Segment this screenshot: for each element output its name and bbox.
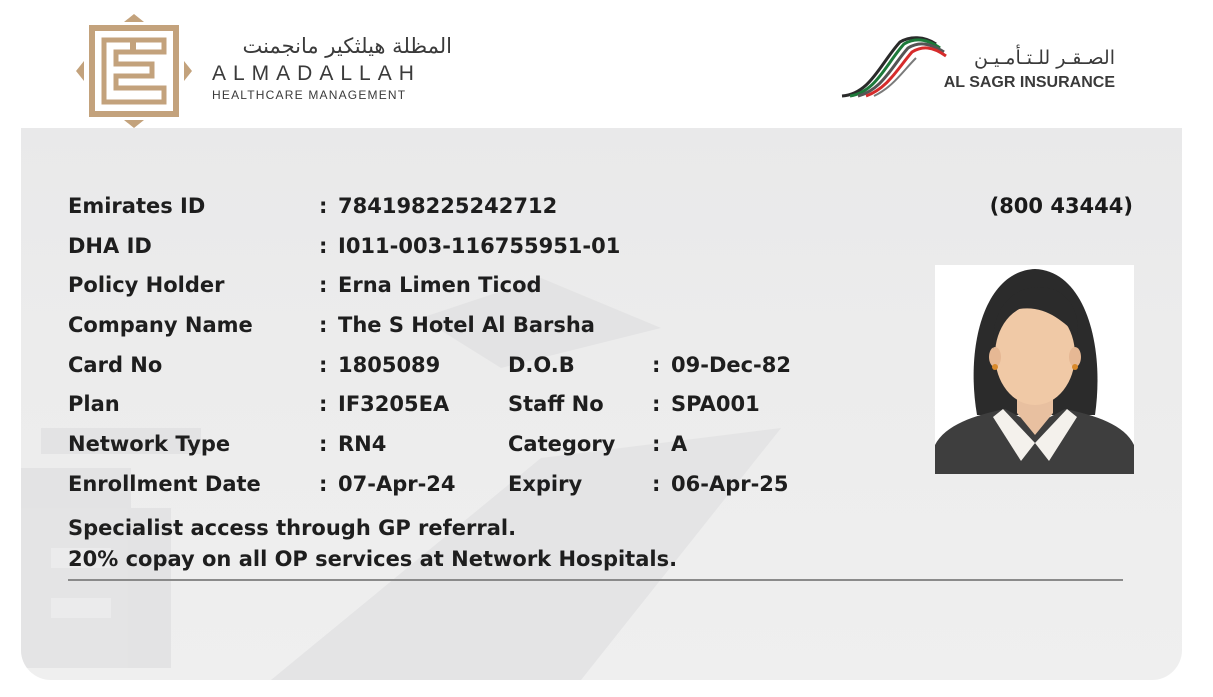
al-sagr-name: AL SAGR INSURANCE	[943, 74, 1115, 91]
field-colon: :	[319, 313, 328, 337]
field-value: 784198225242712	[338, 194, 558, 218]
card-header	[0, 0, 1213, 130]
coverage-note: Specialist access through GP referral.	[68, 516, 517, 540]
field-label-secondary: Category	[508, 432, 616, 456]
almadallah-logo-icon	[74, 12, 194, 130]
field-label: Enrollment Date	[68, 472, 261, 496]
al-sagr-arabic-name: الصـقـر للـتـأمـيـن	[973, 47, 1115, 69]
field-value: 1805089	[338, 353, 441, 377]
field-label: Policy Holder	[68, 273, 225, 297]
field-colon: :	[319, 353, 328, 377]
field-value-secondary: 09-Dec-82	[671, 353, 792, 377]
support-phone: (800 43444)	[989, 194, 1133, 218]
field-value: 07-Apr-24	[338, 472, 456, 496]
field-value: Erna Limen Ticod	[338, 273, 542, 297]
field-colon: :	[319, 392, 328, 416]
field-colon: :	[319, 194, 328, 218]
field-value: I011-003-116755951-01	[338, 234, 621, 258]
field-value: RN4	[338, 432, 387, 456]
member-photo	[935, 265, 1134, 474]
field-value: IF3205EA	[338, 392, 450, 416]
field-value-secondary: A	[671, 432, 688, 456]
field-colon: :	[652, 353, 661, 377]
insurance-card	[21, 128, 1182, 680]
al-sagr-logo-text	[930, 46, 1115, 92]
almadallah-name: ALMADALLAH	[212, 62, 421, 85]
field-colon: :	[652, 392, 661, 416]
coverage-note: 20% copay on all OP services at Network Hospitals.	[68, 547, 678, 571]
almadallah-logo-text	[212, 32, 452, 102]
divider	[68, 579, 1123, 581]
field-label: Card No	[68, 353, 163, 377]
almadallah-arabic-name: المظلة هيلثكير مانجمنت	[242, 34, 452, 58]
field-colon: :	[319, 273, 328, 297]
field-colon: :	[652, 432, 661, 456]
field-value: The S Hotel Al Barsha	[338, 313, 595, 337]
field-label: Plan	[68, 392, 120, 416]
field-label: Network Type	[68, 432, 231, 456]
field-colon: :	[319, 432, 328, 456]
field-label-secondary: Expiry	[508, 472, 583, 496]
field-value-secondary: 06-Apr-25	[671, 472, 789, 496]
almadallah-subtitle: HEALTHCARE MANAGEMENT	[212, 88, 407, 102]
field-label: Emirates ID	[68, 194, 206, 218]
field-label-secondary: D.O.B	[508, 353, 575, 377]
field-label: Company Name	[68, 313, 253, 337]
member-avatar-icon	[935, 265, 1134, 474]
field-colon: :	[319, 472, 328, 496]
field-label-secondary: Staff No	[508, 392, 604, 416]
field-colon: :	[319, 234, 328, 258]
field-label: DHA ID	[68, 234, 152, 258]
field-colon: :	[652, 472, 661, 496]
field-value-secondary: SPA001	[671, 392, 760, 416]
